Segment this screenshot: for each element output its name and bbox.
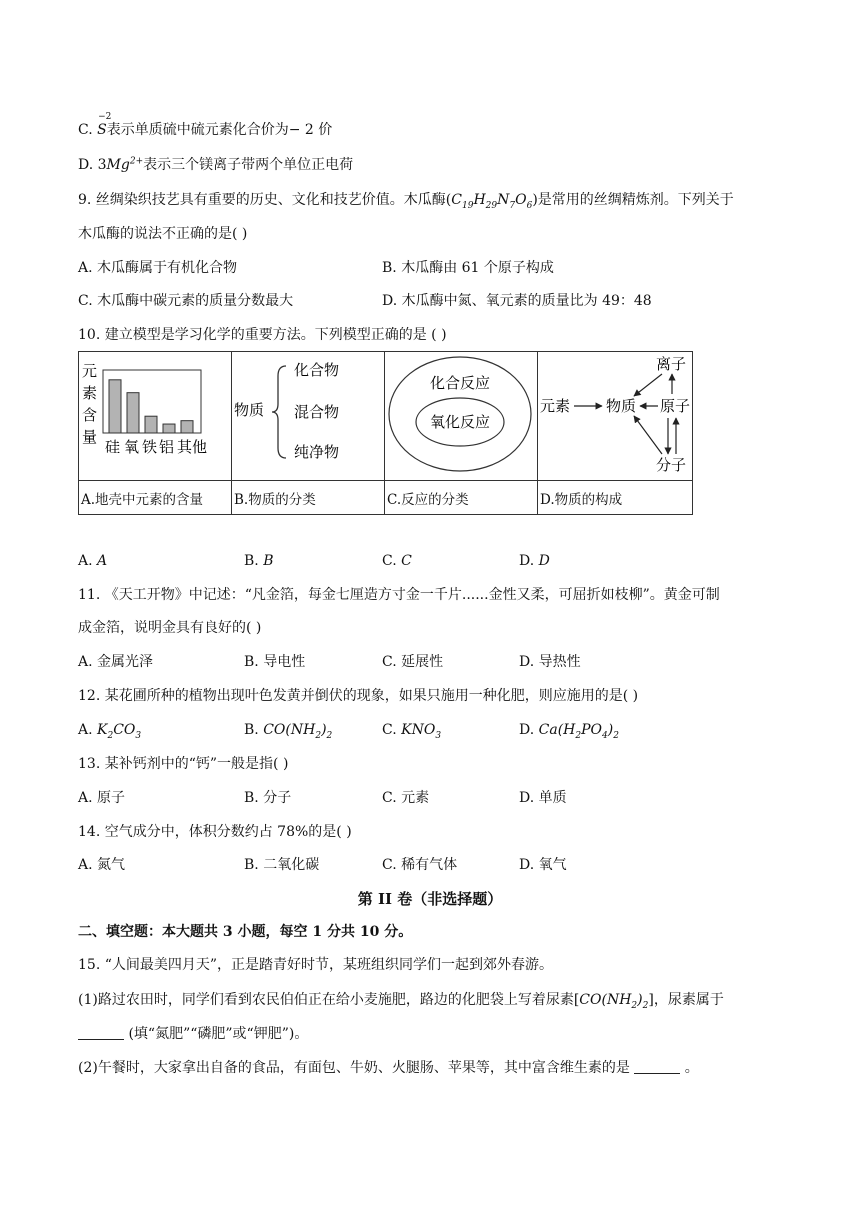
figure-d-cell bbox=[538, 352, 693, 481]
ylabel-char-0: 元 bbox=[82, 362, 98, 380]
q10-option-c: C. C bbox=[382, 553, 412, 569]
figure-b-cell bbox=[232, 352, 385, 481]
reaction-classification-diagram bbox=[385, 352, 537, 476]
q14-option-b: B. 二氧化碳 bbox=[244, 857, 320, 873]
caption-c: C.反应的分类 bbox=[385, 481, 538, 515]
answer-blank-1[interactable] bbox=[78, 1025, 124, 1040]
bar-1 bbox=[127, 393, 139, 433]
chart-ylabel bbox=[82, 362, 97, 446]
class-item-0: 化合物 bbox=[294, 361, 340, 379]
q13-option-a: A. 原子 bbox=[78, 790, 126, 806]
q8-option-c: C. S −2 表示单质硫中硫元素化合价为− 2 价 bbox=[78, 120, 332, 140]
q15-part2: (2)午餐时，大家拿出自备的食品，有面包、牛奶、火腿肠、苹果等，其中富含维生素的是 。 bbox=[78, 1060, 699, 1076]
node-atom: 原子 bbox=[660, 397, 691, 415]
q10-option-a: A. A bbox=[78, 553, 108, 569]
class-item-2: 纯净物 bbox=[294, 443, 340, 461]
category-label-2: 铁 bbox=[142, 438, 158, 456]
q14-option-c: C. 稀有气体 bbox=[382, 857, 458, 873]
category-label-4: 其他 bbox=[177, 438, 208, 456]
q13-option-d: D. 单质 bbox=[519, 790, 567, 806]
ylabel-char-3: 量 bbox=[82, 428, 98, 446]
matter-classification-diagram bbox=[232, 352, 384, 476]
q14-option-a: A. 氮气 bbox=[78, 857, 126, 873]
q10-stem: 10. 建立模型是学习化学的重要方法。下列模型正确的是 ( ) bbox=[78, 327, 447, 343]
bar-0 bbox=[109, 380, 121, 433]
arrow-ion-matter bbox=[634, 374, 662, 396]
q11-option-c: C. 延展性 bbox=[382, 654, 444, 670]
arrow-molecule-matter bbox=[634, 416, 662, 454]
q11-stem-line2: 成金箔，说明金具有良好的( ) bbox=[78, 620, 262, 636]
valence-mark: −2 bbox=[98, 112, 112, 122]
caption-a: A.地壳中元素的含量 bbox=[79, 481, 232, 515]
ylabel-char-2: 含 bbox=[82, 406, 98, 424]
brace-icon bbox=[272, 366, 286, 458]
chart-categories bbox=[105, 438, 207, 456]
q10-option-b: B. B bbox=[244, 553, 274, 569]
figure-a-cell bbox=[79, 352, 232, 481]
chart-bars bbox=[109, 380, 193, 433]
q8-option-d: D. $3Mg^{2+}$表示三个镁离子带两个单位正电荷 bbox=[78, 156, 354, 173]
node-element: 元素 bbox=[540, 397, 571, 415]
q11-option-a: A. 金属光泽 bbox=[78, 654, 154, 670]
q11-option-b: B. 导电性 bbox=[244, 654, 306, 670]
q10-option-d: D. D bbox=[519, 553, 550, 569]
caption-d: D.物质的构成 bbox=[538, 481, 693, 515]
bar-2 bbox=[145, 416, 157, 433]
classification-root: 物质 bbox=[234, 401, 265, 419]
ylabel-char-1: 素 bbox=[82, 384, 98, 402]
q12-option-b: B. $CO(NH_2)_2$ bbox=[244, 722, 333, 741]
inner-label: 氧化反应 bbox=[429, 413, 491, 431]
node-molecule: 分子 bbox=[656, 456, 687, 474]
q13-option-b: B. 分子 bbox=[244, 790, 292, 806]
category-label-1: 氧 bbox=[124, 438, 140, 456]
sulfur-symbol: S bbox=[97, 122, 107, 138]
q9-stem-line2: 木瓜酶的说法不正确的是( ) bbox=[78, 226, 248, 242]
q12-stem: 12. 某花圃所种的植物出现叶色发黄并倒伏的现象，如果只施用一种化肥，则应施用的是( ) bbox=[78, 688, 639, 704]
node-ion: 离子 bbox=[656, 355, 687, 373]
q9-option-c: C. 木瓜酶中碳元素的质量分数最大 bbox=[78, 293, 294, 309]
q12-option-a: A. $K_2CO_3$ bbox=[78, 722, 142, 741]
q13-option-c: C. 元素 bbox=[382, 790, 430, 806]
matter-composition-diagram bbox=[538, 352, 692, 476]
bar-4 bbox=[181, 421, 193, 433]
q9-option-d: D. 木瓜酶中氮、氧元素的质量比为 49：48 bbox=[382, 293, 652, 309]
section-heading: 二、填空题：本大题共 3 小题，每空 1 分共 10 分。 bbox=[78, 924, 413, 940]
q15-part1-line2: (填“氮肥”“磷肥”或“钾肥”)。 bbox=[78, 1024, 308, 1044]
q9-option-a: A. 木瓜酶属于有机化合物 bbox=[78, 260, 238, 276]
crust-element-bar-chart bbox=[79, 352, 231, 476]
q15-part1-line1: (1)路过农田时，同学们看到农民伯伯正在给小麦施肥，路边的化肥袋上写着尿素$[CO(NH_2)_2]$，尿素属于 bbox=[78, 992, 724, 1011]
q12-option-d: D. $Ca(H_2PO_4)_2$ bbox=[519, 722, 619, 741]
q15-stem: 15. “人间最美四月天”，正是踏青好时节，某班组织同学们一起到郊外春游。 bbox=[78, 957, 554, 973]
q14-stem: 14. 空气成分中，体积分数约占 78%的是( ) bbox=[78, 824, 352, 840]
outer-label: 化合反应 bbox=[429, 374, 491, 392]
figure-c-cell bbox=[385, 352, 538, 481]
part2-title: 第 II 卷（非选择题） bbox=[357, 890, 503, 908]
caption-b: B.物质的分类 bbox=[232, 481, 385, 515]
answer-blank-2[interactable] bbox=[634, 1059, 680, 1074]
bar-3 bbox=[163, 424, 175, 433]
q11-option-d: D. 导热性 bbox=[519, 654, 581, 670]
class-item-1: 混合物 bbox=[294, 403, 340, 421]
q13-stem: 13. 某补钙剂中的“钙”一般是指( ) bbox=[78, 756, 289, 772]
category-label-3: 铝 bbox=[159, 438, 175, 456]
q9-option-b: B. 木瓜酶由 61 个原子构成 bbox=[382, 260, 554, 276]
q9-stem-line1: 9. 丝绸染织技艺具有重要的历史、文化和技艺价值。木瓜酶$(C_{19}H_{29}N_7O_6)$是常用的丝绸精炼剂。下列关于 bbox=[78, 192, 734, 211]
q10-model-table bbox=[78, 351, 693, 515]
q11-stem-line1: 11. 《天工开物》中记述：“凡金箔，每金七厘造方寸金一千片......金性又柔，可屈折如枝柳”。黄金可制 bbox=[78, 587, 720, 603]
q14-option-d: D. 氧气 bbox=[519, 857, 567, 873]
node-matter: 物质 bbox=[606, 397, 637, 415]
category-label-0: 硅 bbox=[105, 438, 121, 456]
q12-option-c: C. $KNO_3$ bbox=[382, 722, 442, 741]
